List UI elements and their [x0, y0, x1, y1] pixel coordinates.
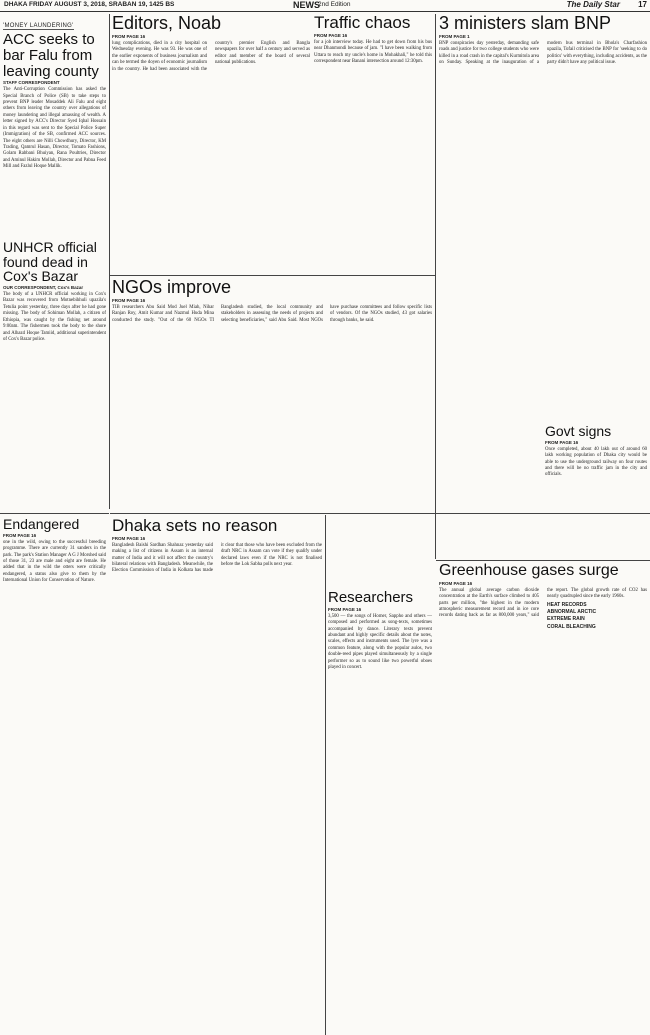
article-body: The annual global average carbon dioxide concentration at the Earth's surface climbed to 405 parts per million, "the highest in the modern atmospheric measurement record and in ice core records dating back as far as 800,000 years," said the report. The global growth rate of CO2 has nearly quadrupled since the early 1960s.: [439, 587, 647, 619]
article-body: lung complications, died in a city hospital on Wednesday evening. He was 93. He was one of the earlier exponents of business journalism and can be termed the doyen of economic journalism in the country. He had been associated with the country's premier English and Bangla newspapers for over half a century and served as editor and member of the board of several national publications.: [112, 40, 310, 72]
masthead: The Daily Star: [566, 0, 620, 9]
byline: FROM PAGE 16: [112, 33, 146, 39]
subhead: HEAT RECORDS: [547, 601, 587, 608]
article-ministers: [439, 14, 647, 414]
article-body: one in the wild, owing to the successful breeding programme. There are currently 31 sanders in the park. The park's Station Manager A G J Morshed said of those 31, 23 are male and eight are female. He added that in the wild the otters were critically endangered, a status also give to them by the International Union for Conservation of Nature.: [3, 539, 106, 584]
article-dhaka: [112, 517, 322, 1032]
byline: FROM PAGE 1: [439, 33, 470, 39]
headline: Endangered: [3, 517, 80, 532]
subhead: CORAL BLEACHING: [547, 623, 596, 630]
article-govt: [545, 424, 647, 558]
article-body: BNP conspiracies day yesterday, demanding safe roads and justice for two college students who were killed in a road crash in the capital's Kurmitola area on Sunday. Speaking at the inauguration of a modern bus terminal in Bhola's Charfashion upazila, Tofail criticised the BNP for 'seeking to do politics' with everything, including accidents, as the party didn't have any political issue.: [439, 40, 647, 66]
subhead: EXTREME RAIN: [547, 616, 585, 623]
subhead: ABNORMAL ARCTIC: [547, 609, 597, 616]
byline: FROM PAGE 16: [3, 532, 37, 538]
section-rule: [110, 275, 435, 276]
article-body: The body of a UNHCR official working in Cox's Bazar was recovered from Motnebihhuli upazila's Tetulia point yesterday, three days after he had gone missing. The body of Sohiman Mollah, a citizen of Ethiopia, was caught by the fishing net around 9:00am. The fishermen took the body to the shore and Alhazd Hoque Tamiid, additional superintendent of Cox's Bazar police.: [3, 292, 106, 342]
article-body: 3,500 — the songs of Homer, Sappho and others — composed and performed as song-texts, sometimes accompanied by dance. Literary texts prevent abundant and highly specific details about the notes, scales, effects and instruments used. The lyre was a common feature, along with the popular aulos, two double-reed pipes played simultaneously by a single performer so as to sound like two powerful oboes played in concert.: [328, 613, 432, 670]
headline: Researchers: [328, 590, 414, 606]
headline: NGOs improve: [112, 278, 232, 297]
headline: UNHCR official found dead in Cox's Bazar: [3, 240, 97, 285]
article-body: for a job interview today. He had to get down from his bus near Dhanmondi because of jam. "I have been walking from Uttara to reach my uncle's home in Mohakhali," he told this correspondent near Banani intersection around 12:30pm.: [314, 39, 432, 65]
article-body: Once completed, about 40 lakh out of around 60 lakh working population of Dhaka city would be able to use the underground railway on four routes and there will be no traffic jam in the city and officials.: [545, 446, 647, 478]
column-rule: [435, 14, 436, 559]
section-rule: [436, 560, 650, 561]
edition-label: 2nd Edition: [318, 1, 351, 8]
article-body: TIB researchers Abu Said Mod Juel Miah, Nihar Ranjan Roy, Amit Kumar and Nazmul Huda Mina conducted the study. "Out of the 60 NGOs TI Bangladesh studied, the local community and stakeholders in assessing the needs of projects and selecting beneficiaries," said Abu Said. Most NGOs have purchase committees and follow specific lists of vendors. Of the NGOs studied, 43 got salaries through banks, he said.: [112, 304, 432, 323]
section-rule: [0, 513, 109, 514]
byline: FROM PAGE 16: [314, 32, 348, 38]
article-unhcr: [3, 240, 106, 405]
section-name: NEWS: [293, 0, 320, 10]
article-endangered: [3, 517, 106, 1032]
byline: FROM PAGE 16: [545, 439, 579, 445]
page-number: 17: [638, 0, 647, 9]
byline: OUR CORRESPONDENT, Cox's Bazar: [3, 285, 84, 291]
byline: FROM PAGE 16: [439, 580, 473, 586]
article-body-columns: [439, 588, 647, 630]
dateline: DHAKA FRIDAY AUGUST 3, 2018, SRABAN 19, 1425 BS: [4, 1, 175, 8]
article-traffic: [314, 14, 432, 272]
column-rule: [109, 14, 110, 509]
headline: Editors, Noab: [112, 14, 222, 33]
article-body: Bangladesh Baishi Sardhan Shahnaz yesterday said making a list of citizens in Assam is an internal matter of India and it will not affect the country's bilateral relations with Bangladesh. Meanwhile, the Election Commission of India in Kolkata has made it clear that those who have been excluded from the draft NRC in Assam can vote if they qualify under declared laws even if the NRC is not finalised before the Lok Sabha polls next year.: [112, 542, 322, 574]
headline: Traffic chaos: [314, 14, 411, 32]
headline: Dhaka sets no reason: [112, 517, 278, 535]
article-greenhouse: [439, 563, 647, 1032]
article-editors: [112, 14, 310, 272]
article-ngos: [112, 278, 432, 510]
headline: Greenhouse gases surge: [439, 563, 619, 579]
byline: FROM PAGE 16: [328, 606, 362, 612]
headline: Govt signs: [545, 424, 612, 439]
byline: STAFF CORRESPONDENT: [3, 80, 60, 86]
kicker: 'MONEY LAUNDERING': [3, 23, 74, 29]
headline: 3 ministers slam BNP: [439, 14, 612, 33]
article-acc: [3, 14, 106, 177]
article-researchers: [328, 590, 432, 1032]
byline: FROM PAGE 16: [112, 535, 146, 541]
page-header: [0, 0, 650, 12]
headline: ACC seeks to bar Falu from leaving county: [3, 31, 99, 80]
byline: FROM PAGE 16: [112, 297, 146, 303]
column-rule: [325, 515, 326, 1035]
article-body: The Anti-Corruption Commission has asked the Special Branch of Police (SB) to take steps to prevent BNP leader Mosaddek Ali Falu and eight others from leaving the country over allegations of money laundering and illegal amassing of wealth. A letter signed by ACC's Director Syed Iqbal Hossain in this regard was sent to the Special Police Super (Immigration) of the SB, confirmed ACC sources. The eight others are Nilli Chowdhury, Director, KM Trading, Qamrul Hasan, Director, Tomato Fashions, Golam Rabbani Bhuiyan, Rana Poultries, Director and Aminul Hakim Mollah, Director and Pabna Feed Mill and Fazlul Hoque Mallik.: [3, 87, 106, 170]
